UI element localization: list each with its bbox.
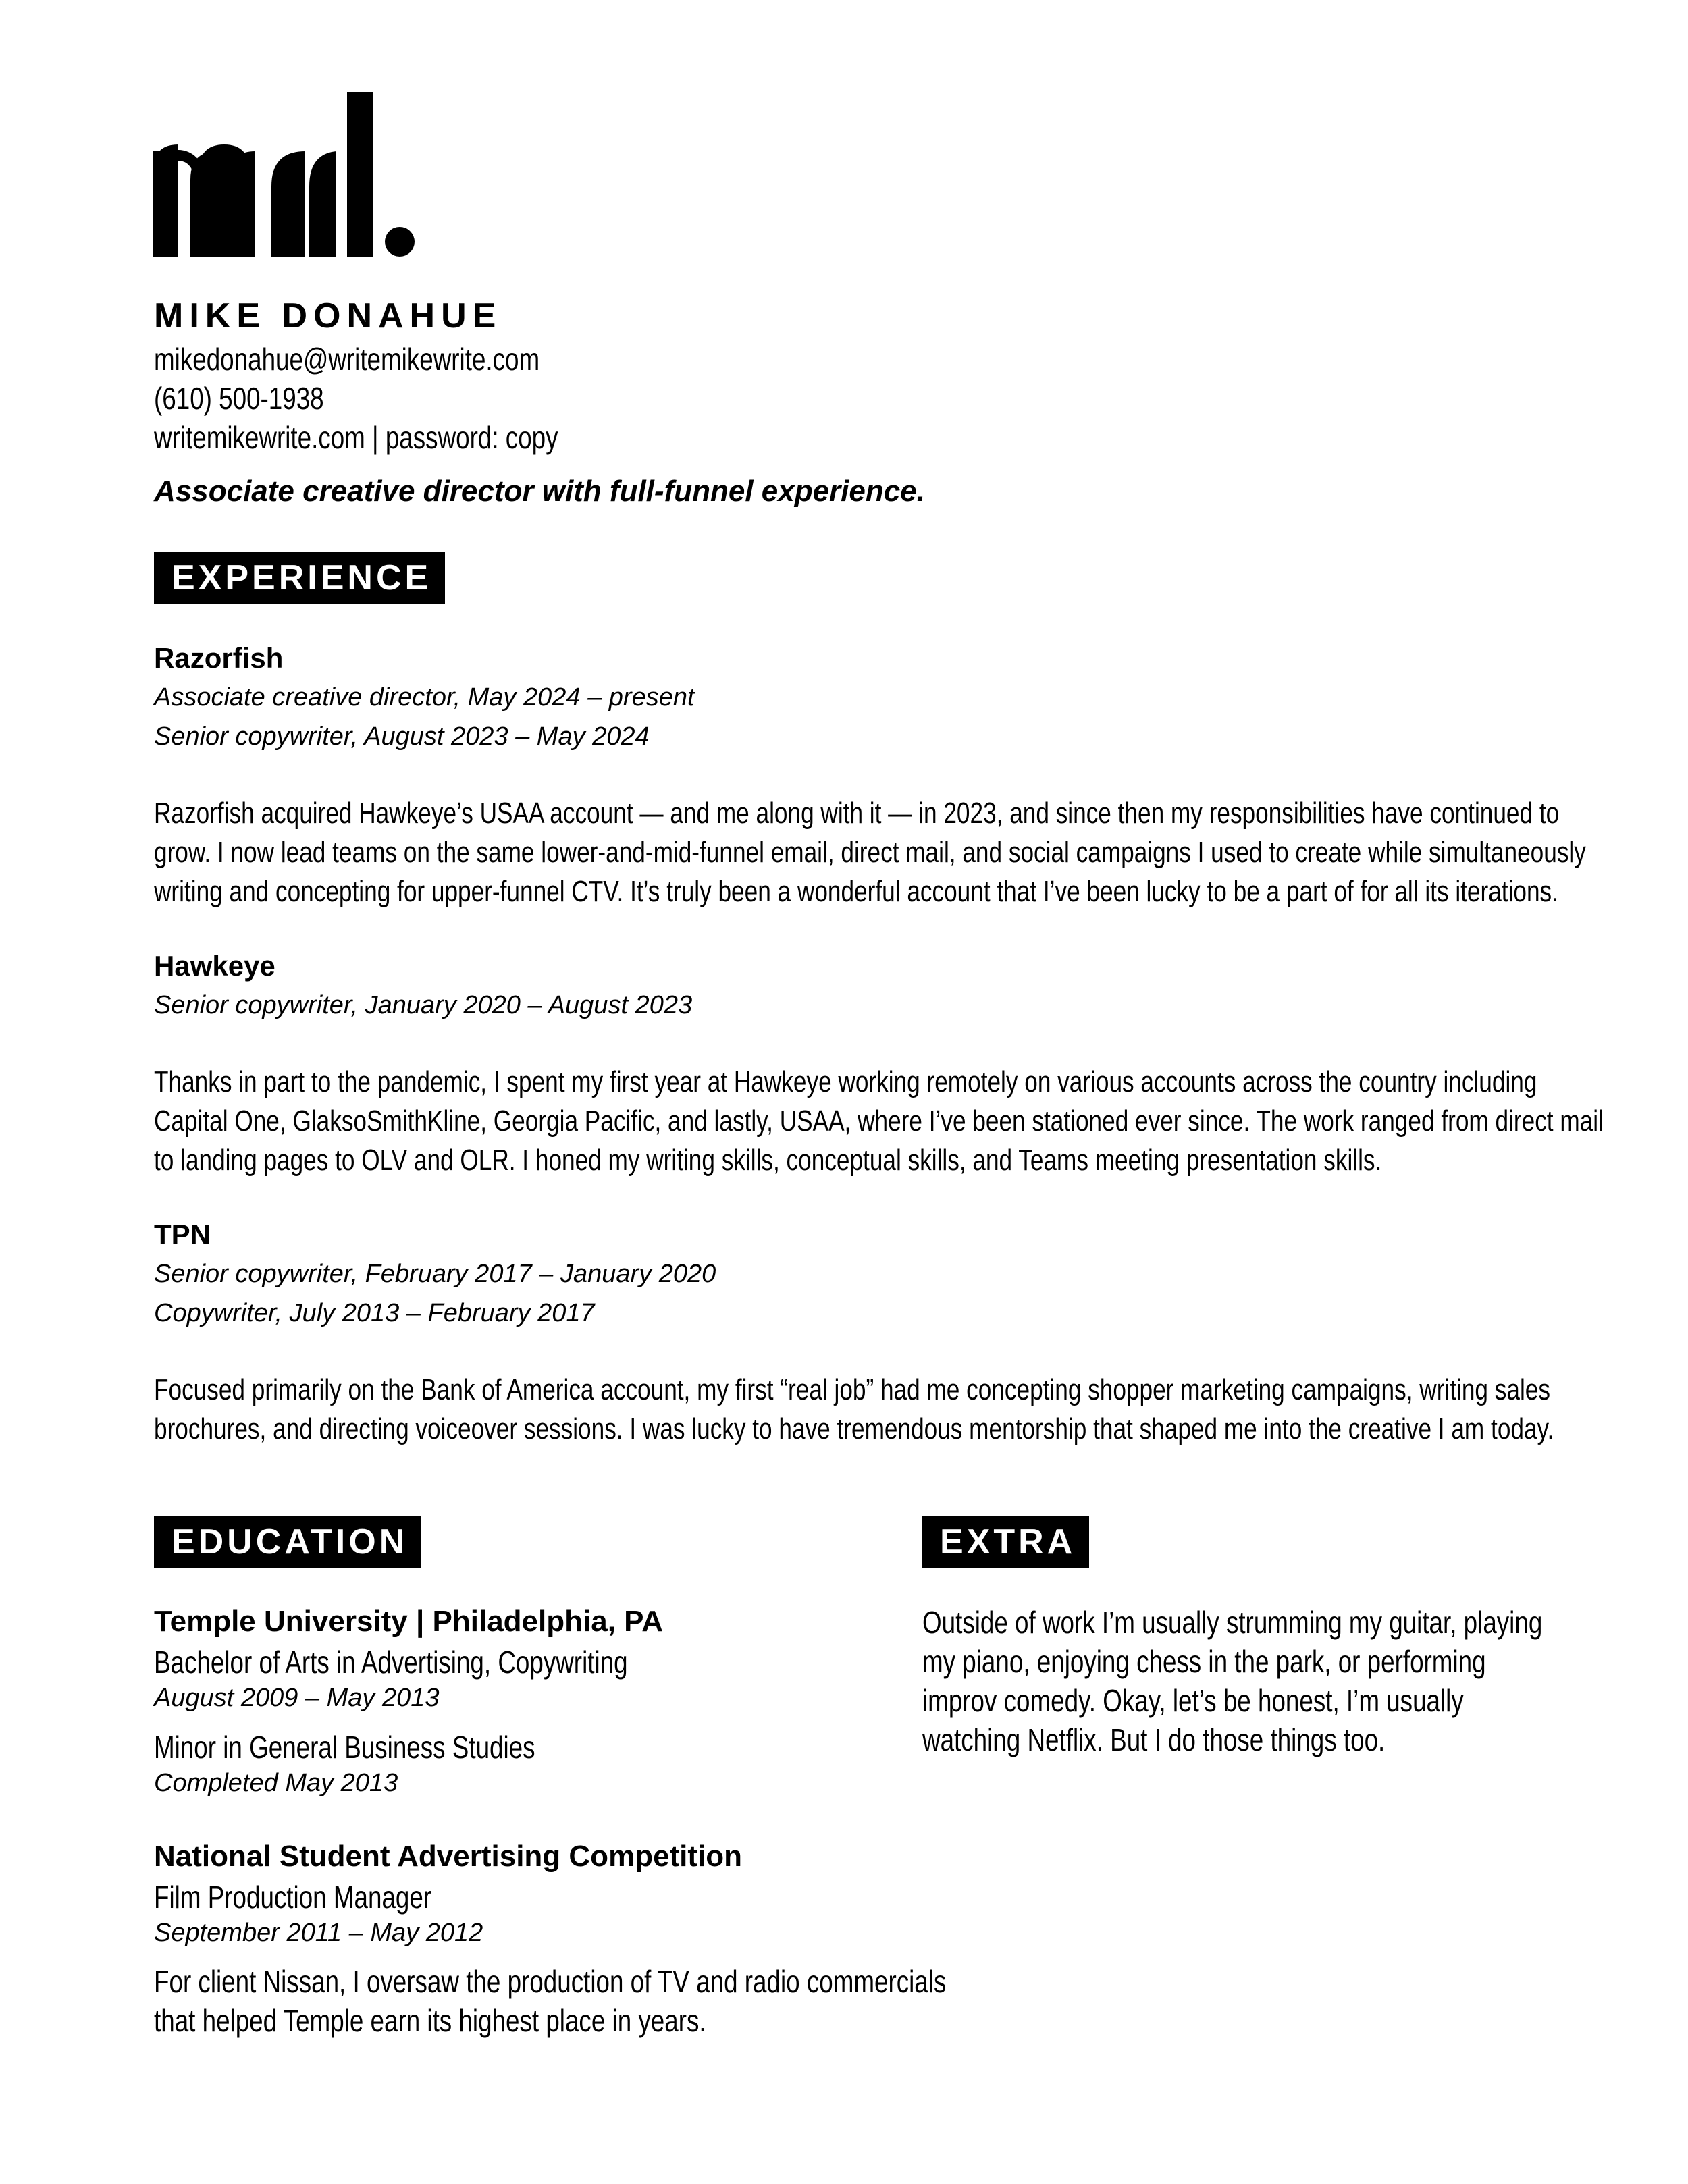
competition-name: National Student Advertising Competition <box>154 1840 743 1873</box>
degree-dates: August 2009 – May 2013 <box>154 1684 440 1712</box>
job-role: Senior copywriter, February 2017 – January 2020 <box>154 1260 716 1288</box>
minor-dates: Completed May 2013 <box>154 1769 398 1797</box>
job-role: Copywriter, July 2013 – February 2017 <box>154 1299 595 1327</box>
job-description: Razorfish acquired Hawkeye’s USAA account — and me along with it — in 2023, and since then my responsibilities have continued to grow. I now lead teams on the same lower-and-mid-funnel email, direct mail, and social campaigns I used to create while simultaneously writing and concepting for upper-funnel CTV. It’s truly been a wonderful account that I’ve been lucky to be a part of for all its iterations. <box>154 797 1586 908</box>
education-heading: EDUCATION <box>154 1516 421 1568</box>
email-link[interactable]: mikedonahue@writemikewrite.com <box>154 342 540 377</box>
job-role: Senior copywriter, January 2020 – August 2023 <box>154 991 693 1019</box>
minor: Minor in General Business Studies <box>154 1730 535 1765</box>
candidate-name: MIKE DONAHUE <box>154 296 502 336</box>
competition-description: For client Nissan, I oversaw the production of TV and radio commercials that helped Temple earn its highest place in years. <box>154 1964 947 2038</box>
company-name: TPN <box>154 1219 211 1250</box>
company-name: Hawkeye <box>154 950 275 982</box>
extra-heading: EXTRA <box>922 1516 1089 1568</box>
company-name: Razorfish <box>154 642 284 674</box>
job-description: Thanks in part to the pandemic, I spent my first year at Hawkeye working remotely on various accounts across the country including Capital One, GlaksoSmithKline, Georgia Pacific, and lastly, USAA, where I’ve been stationed ever since. The work ranged from direct mail to landing pages to OLV and OLR. I honed my writing skills, conceptual skills, and Teams meeting presentation skills. <box>154 1065 1604 1177</box>
school-name: Temple University | Philadelphia, PA <box>154 1605 663 1638</box>
md-logo <box>153 92 416 261</box>
website-link[interactable]: writemikewrite.com | password: copy <box>154 420 558 455</box>
extra-description: Outside of work I’m usually strumming my guitar, playing my piano, enjoying chess in the park, or performing improv comedy. Okay, let’s be honest, I’m usually watching Netflix. But I do those things too. <box>922 1605 1543 1757</box>
phone-number: (610) 500-1938 <box>154 381 324 416</box>
job-description: Focused primarily on the Bank of America account, my first “real job” had me concepting shopper marketing campaigns, writing sales brochures, and directing voiceover sessions. I was lucky to have tremendous mentorship that shaped me into the creative I am today. <box>154 1373 1554 1445</box>
degree: Bachelor of Arts in Advertising, Copywriting <box>154 1645 628 1680</box>
competition-dates: September 2011 – May 2012 <box>154 1919 483 1947</box>
competition-role: Film Production Manager <box>154 1880 432 1915</box>
job-role: Associate creative director, May 2024 – present <box>154 683 695 712</box>
job-role: Senior copywriter, August 2023 – May 2024 <box>154 722 650 751</box>
tagline: Associate creative director with full-funnel experience. <box>154 475 925 508</box>
experience-heading: EXPERIENCE <box>154 552 445 604</box>
